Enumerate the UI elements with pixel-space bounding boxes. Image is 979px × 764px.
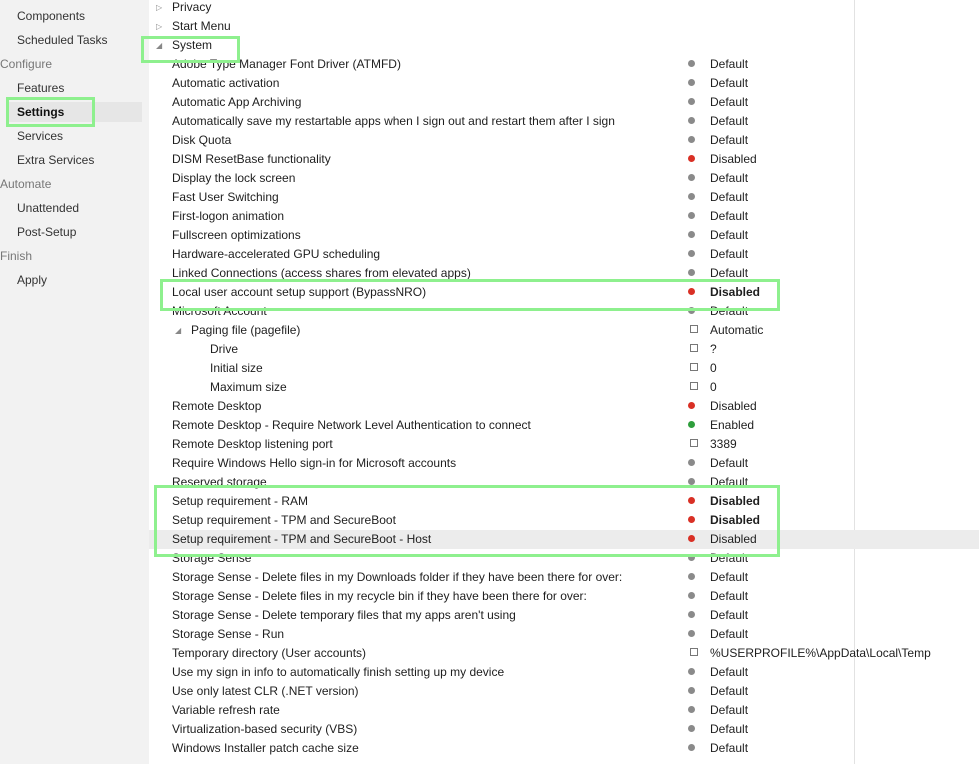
setting-value[interactable]: 3389 — [710, 437, 737, 451]
nav-item-unattended[interactable]: Unattended — [17, 201, 80, 215]
status-default-icon — [688, 554, 695, 561]
setting-value[interactable]: Default — [710, 589, 749, 603]
setting-value[interactable]: Default — [710, 684, 749, 698]
setting-value[interactable]: Default — [710, 190, 749, 204]
setting-value[interactable]: 0 — [710, 380, 717, 394]
status-default-icon — [688, 250, 695, 257]
status-default-icon — [688, 744, 695, 751]
setting-value[interactable]: Default — [710, 171, 749, 185]
status-default-icon — [688, 98, 695, 105]
setting-name: Hardware-accelerated GPU scheduling — [172, 247, 381, 261]
status-default-icon — [688, 592, 695, 599]
sidebar-nav — [0, 0, 149, 764]
setting-row[interactable] — [149, 587, 979, 606]
setting-name: Disk Quota — [172, 133, 232, 147]
setting-row[interactable] — [149, 17, 979, 36]
setting-row[interactable] — [149, 739, 979, 758]
setting-name: Storage Sense - Delete temporary files that my apps aren't using — [172, 608, 516, 622]
setting-name: Remote Desktop - Require Network Level Authentication to connect — [172, 418, 531, 432]
setting-value[interactable]: Default — [710, 475, 749, 489]
setting-name: Adobe Type Manager Font Driver (ATMFD) — [172, 57, 401, 71]
setting-value[interactable]: Default — [710, 228, 749, 242]
setting-value[interactable]: 0 — [710, 361, 717, 375]
setting-row[interactable] — [149, 606, 979, 625]
setting-row[interactable] — [149, 36, 979, 55]
status-default-icon — [688, 706, 695, 713]
setting-value[interactable]: Default — [710, 741, 749, 755]
edit-value-icon — [690, 382, 698, 390]
setting-row[interactable] — [149, 549, 979, 568]
setting-name: First-logon animation — [172, 209, 285, 223]
nav-item-components[interactable]: Components — [17, 9, 86, 23]
status-default-icon — [688, 459, 695, 466]
setting-row[interactable] — [149, 321, 979, 340]
status-disabled-icon — [688, 288, 695, 295]
setting-value[interactable]: Default — [710, 95, 749, 109]
setting-row[interactable] — [149, 435, 979, 454]
setting-value[interactable]: Default — [710, 551, 749, 565]
setting-name: Start Menu — [172, 19, 231, 33]
setting-name: Linked Connections (access shares from elevated apps) — [172, 266, 471, 280]
status-enabled-icon — [688, 421, 695, 428]
setting-name: Variable refresh rate — [172, 703, 280, 717]
setting-value[interactable]: Default — [710, 570, 749, 584]
status-disabled-icon — [688, 497, 695, 504]
setting-value[interactable]: Default — [710, 304, 749, 318]
edit-value-icon — [690, 344, 698, 352]
setting-row[interactable] — [149, 511, 979, 530]
edit-value-icon — [690, 363, 698, 371]
setting-name: Temporary directory (User accounts) — [172, 646, 367, 660]
setting-row[interactable] — [149, 473, 979, 492]
status-default-icon — [688, 725, 695, 732]
nav-item-extra-services[interactable]: Extra Services — [17, 153, 95, 167]
setting-value[interactable]: Disabled — [710, 399, 757, 413]
setting-value[interactable]: Default — [710, 722, 749, 736]
setting-name: Remote Desktop — [172, 399, 262, 413]
setting-row[interactable] — [149, 397, 979, 416]
status-default-icon — [688, 79, 695, 86]
status-default-icon — [688, 193, 695, 200]
setting-name: Automatically save my restartable apps when I sign out and restart them after I sign — [172, 114, 615, 128]
setting-value[interactable]: Default — [710, 665, 749, 679]
setting-row[interactable] — [149, 112, 979, 131]
setting-row[interactable] — [149, 131, 979, 150]
setting-value[interactable]: Automatic — [710, 323, 764, 337]
setting-row[interactable] — [149, 264, 979, 283]
setting-name: Fast User Switching — [172, 190, 279, 204]
setting-row[interactable] — [149, 378, 979, 397]
edit-value-icon — [690, 648, 698, 656]
setting-name: Require Windows Hello sign-in for Microsoft accounts — [172, 456, 457, 470]
status-default-icon — [688, 231, 695, 238]
setting-name: Display the lock screen — [172, 171, 296, 185]
setting-value[interactable]: Default — [710, 57, 749, 71]
nav-section-finish[interactable]: Finish — [0, 249, 33, 263]
setting-row[interactable] — [149, 625, 979, 644]
status-default-icon — [688, 269, 695, 276]
setting-value[interactable]: Disabled — [710, 494, 761, 508]
setting-row[interactable] — [149, 454, 979, 473]
collapsed-arrow-icon[interactable]: ▷ — [156, 3, 163, 12]
setting-name: Use my sign in info to automatically finish setting up my device — [172, 665, 505, 679]
setting-row[interactable] — [149, 701, 979, 720]
nav-item-post-setup[interactable]: Post-Setup — [17, 225, 77, 239]
setting-name: Windows Installer patch cache size — [172, 741, 359, 755]
setting-value[interactable]: Disabled — [710, 152, 757, 166]
setting-row[interactable] — [149, 568, 979, 587]
setting-row[interactable] — [149, 682, 979, 701]
setting-row[interactable] — [149, 245, 979, 264]
setting-row[interactable] — [149, 226, 979, 245]
status-default-icon — [688, 117, 695, 124]
setting-name: System — [172, 38, 213, 52]
setting-row[interactable] — [149, 74, 979, 93]
setting-name: DISM ResetBase functionality — [172, 152, 331, 166]
setting-row[interactable] — [149, 207, 979, 226]
setting-value[interactable]: Disabled — [710, 285, 761, 299]
setting-row[interactable] — [149, 0, 979, 17]
setting-name: Storage Sense — [172, 551, 252, 565]
setting-row[interactable] — [149, 416, 979, 435]
nav-item-scheduled-tasks[interactable]: Scheduled Tasks — [17, 33, 108, 47]
setting-row[interactable] — [149, 492, 979, 511]
status-default-icon — [688, 478, 695, 485]
setting-name: Setup requirement - TPM and SecureBoot — [172, 513, 396, 527]
setting-value[interactable]: Default — [710, 456, 749, 470]
nav-section-configure[interactable]: Configure — [0, 57, 53, 71]
setting-value[interactable]: Default — [710, 209, 749, 223]
status-default-icon — [688, 630, 695, 637]
setting-value[interactable]: Default — [710, 247, 749, 261]
setting-name: Fullscreen optimizations — [172, 228, 301, 242]
setting-row[interactable] — [149, 283, 979, 302]
setting-name: Setup requirement - TPM and SecureBoot - Host — [172, 532, 432, 546]
nav-item-settings[interactable]: Settings — [7, 102, 142, 122]
status-default-icon — [688, 573, 695, 580]
setting-name: Storage Sense - Delete files in my recycle bin if they have been there for over: — [172, 589, 587, 603]
setting-value[interactable]: Disabled — [710, 532, 757, 546]
status-disabled-icon — [688, 516, 695, 523]
setting-name: Maximum size — [210, 380, 287, 394]
setting-name: Reserved storage — [172, 475, 267, 489]
status-default-icon — [688, 212, 695, 219]
setting-value[interactable]: Default — [710, 608, 749, 622]
setting-row[interactable] — [149, 188, 979, 207]
expanded-arrow-icon[interactable]: ◢ — [156, 41, 163, 50]
status-default-icon — [688, 687, 695, 694]
status-default-icon — [688, 307, 695, 314]
setting-name: Storage Sense - Delete files in my Downloads folder if they have been there for over: — [172, 570, 623, 584]
nav-section-automate[interactable]: Automate — [0, 177, 52, 191]
setting-name: Automatic activation — [172, 76, 280, 90]
setting-name: Remote Desktop listening port — [172, 437, 333, 451]
setting-value[interactable]: ? — [710, 342, 717, 356]
setting-name: Setup requirement - RAM — [172, 494, 309, 508]
setting-value[interactable]: Default — [710, 133, 749, 147]
status-default-icon — [688, 668, 695, 675]
edit-value-icon — [690, 439, 698, 447]
setting-row[interactable] — [149, 644, 979, 663]
setting-row[interactable] — [149, 93, 979, 112]
status-disabled-icon — [688, 402, 695, 409]
status-disabled-icon — [688, 535, 695, 542]
setting-value[interactable]: Enabled — [710, 418, 755, 432]
setting-name: Microsoft Account — [172, 304, 267, 318]
status-disabled-icon — [688, 155, 695, 162]
status-default-icon — [688, 136, 695, 143]
nav-item-features[interactable]: Features — [17, 81, 65, 95]
status-default-icon — [688, 611, 695, 618]
setting-name: Storage Sense - Run — [172, 627, 285, 641]
setting-row[interactable] — [149, 150, 979, 169]
setting-row[interactable] — [149, 340, 979, 359]
setting-value[interactable]: Default — [710, 703, 749, 717]
setting-value[interactable]: Default — [710, 266, 749, 280]
setting-value[interactable]: Default — [710, 627, 749, 641]
setting-name: Use only latest CLR (.NET version) — [172, 684, 359, 698]
setting-row[interactable] — [149, 169, 979, 188]
expanded-arrow-icon[interactable]: ◢ — [175, 326, 182, 335]
setting-name: Automatic App Archiving — [172, 95, 302, 109]
setting-row[interactable] — [149, 663, 979, 682]
nav-item-apply[interactable]: Apply — [17, 273, 48, 287]
setting-row[interactable] — [149, 55, 979, 74]
setting-value[interactable]: %USERPROFILE%\AppData\Local\Temp — [710, 646, 931, 660]
setting-name: Initial size — [210, 361, 263, 375]
status-default-icon — [688, 174, 695, 181]
setting-row[interactable] — [149, 530, 979, 549]
setting-value[interactable]: Default — [710, 114, 749, 128]
setting-row[interactable] — [149, 302, 979, 321]
setting-name: Paging file (pagefile) — [191, 323, 301, 337]
setting-name: Local user account setup support (BypassNRO) — [172, 285, 427, 299]
setting-row[interactable] — [149, 359, 979, 378]
setting-value[interactable]: Default — [710, 76, 749, 90]
setting-row[interactable] — [149, 720, 979, 739]
status-default-icon — [688, 60, 695, 67]
setting-name: Drive — [210, 342, 239, 356]
setting-name: Virtualization-based security (VBS) — [172, 722, 358, 736]
setting-name: Privacy — [172, 0, 212, 14]
edit-value-icon — [690, 325, 698, 333]
nav-item-services[interactable]: Services — [17, 129, 64, 143]
setting-value[interactable]: Disabled — [710, 513, 761, 527]
settings-tree — [149, 0, 979, 764]
collapsed-arrow-icon[interactable]: ▷ — [156, 22, 163, 31]
